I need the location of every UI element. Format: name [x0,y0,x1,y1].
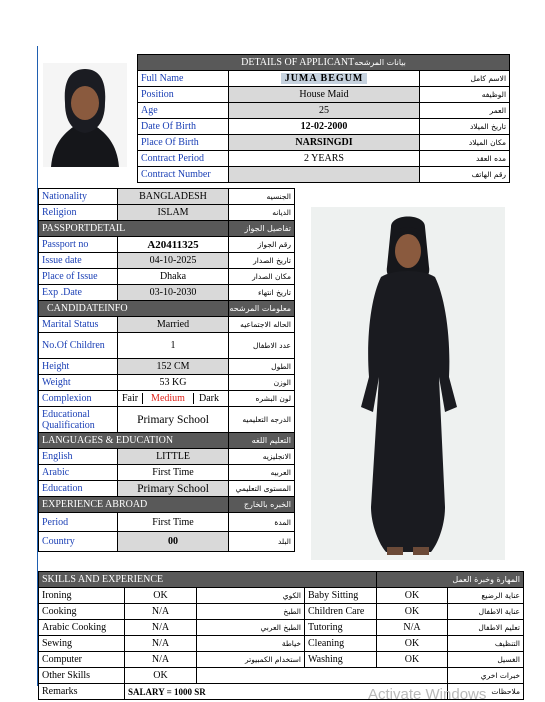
skill-label-ar: خبرات اخري [448,668,524,684]
field-label: Age [138,103,229,119]
field-label: Religion [39,205,118,221]
skill-value: N/A [125,636,197,652]
personal-info-table [38,188,295,552]
field-label: English [39,449,118,465]
age-value: 25 [229,103,420,119]
section-title-ar: التعليم اللغه [229,433,295,449]
field-label-ar: الجنسيه [229,189,295,205]
skill-value: OK [377,588,448,604]
section-title: EXPERIENCE ABROAD [39,497,229,513]
english-row [39,449,295,465]
position-value: House Maid [229,87,420,103]
skill-value: N/A [125,604,197,620]
period-value: First Time [118,513,229,532]
skill-label: Other Skills [39,668,125,684]
section-title-ar: معلومات المرشحه [229,301,295,317]
section-title-ar: تفاصيل الجواز [229,221,295,237]
section-title: SKILLS AND EXPERIENCE [39,572,377,588]
field-label: Nationality [39,189,118,205]
passport-no-value: A20411325 [118,237,229,253]
field-label: Country [39,532,118,552]
place-of-issue-value: Dhaka [118,269,229,285]
field-label: Period [39,513,118,532]
field-label: Marital Status [39,317,118,333]
skill-label-ar: عناية الاطفال [448,604,524,620]
field-label: Passport no [39,237,118,253]
skill-label-ar: الطبخ العربي [197,620,305,636]
complexion-fair: Fair [118,393,143,404]
applicant-header-title-ar: بيانات المرشحه [354,58,406,67]
period-row [39,513,295,532]
skill-value: OK [377,636,448,652]
religion-row [39,205,295,221]
section-title: LANGUAGES & EDUCATION [39,433,229,449]
birthplace-value: NARSINGDI [229,135,420,151]
section-title: CANDIDATEINFO [39,301,229,317]
skill-label: Computer [39,652,125,668]
field-label-ar: تاريخ الصدار [229,253,295,269]
skill-label: Washing [305,652,377,668]
other-skills-row [39,668,524,684]
full-name-row [138,71,510,87]
passport-section-header [39,221,295,237]
skill-value: N/A [125,652,197,668]
activate-windows-watermark: Activate Windows [368,686,487,702]
religion-value: ISLAM [118,205,229,221]
remarks-label: Remarks [39,684,125,700]
height-row [39,359,295,375]
skills-section-header [39,572,524,588]
field-label-ar: عدد الاطفال [229,333,295,359]
other-skills-value: OK [125,668,197,684]
complexion-options [118,391,229,407]
height-value: 152 CM [118,359,229,375]
skill-label: Baby Sitting [305,588,377,604]
skill-label-ar: الكوي [197,588,305,604]
skill-label: Cooking [39,604,125,620]
nationality-value: BANGLADESH [118,189,229,205]
issue-date-row [39,253,295,269]
applicant-header [138,55,510,71]
field-label-ar: مكان الميلاد [420,135,510,151]
field-label-ar: العمر [420,103,510,119]
arabic-row [39,465,295,481]
birthplace-row [138,135,510,151]
field-label-ar: لون البشره [229,391,295,407]
issue-date-value: 04-10-2025 [118,253,229,269]
weight-row [39,375,295,391]
complexion-medium-selected: Medium [143,393,194,404]
field-label: Complexion [39,391,118,407]
expiry-date-value: 03-10-2030 [118,285,229,301]
field-label-ar: تاريخ الميلاد [420,119,510,135]
skill-label-ar: استخدام الكمبيوتر [197,652,305,668]
field-label-ar: الدرجه التعليميه [229,407,295,433]
skill-row [39,588,524,604]
skill-row [39,652,524,668]
arabic-value: First Time [118,465,229,481]
education-qualification-row [39,407,295,433]
full-name-value: JUMA BEGUM [281,73,368,84]
field-label-ar: المدة [229,513,295,532]
weight-value: 53 KG [118,375,229,391]
applicant-full-body-photo [311,207,505,560]
skill-label: Cleaning [305,636,377,652]
contract-number-value [229,167,420,183]
skill-label-ar: التنظيف [448,636,524,652]
section-title-ar: الخبره بالخارج [229,497,295,513]
marital-status-row [39,317,295,333]
section-title: PASSPORTDETAIL [39,221,229,237]
nationality-row [39,189,295,205]
skill-label: Ironing [39,588,125,604]
field-label: Issue date [39,253,118,269]
field-label: Contract Number [138,167,229,183]
skill-value: N/A [377,620,448,636]
experience-section-header [39,497,295,513]
skill-value: N/A [125,620,197,636]
field-label: Arabic [39,465,118,481]
expiry-date-row [39,285,295,301]
field-label-ar: رقم الهاتف [420,167,510,183]
field-label: Date Of Birth [138,119,229,135]
field-label-ar: الوزن [229,375,295,391]
applicant-header-title: DETAILS OF APPLICANT [241,57,355,68]
contract-period-value: 2 YEARS [229,151,420,167]
full-name-value-cell [229,71,420,87]
skill-row [39,636,524,652]
field-label: Education [39,481,118,497]
field-label: Educational Qualification [39,407,118,433]
complexion-dark: Dark [199,393,219,404]
skills-table [38,571,524,700]
candidate-section-header [39,301,295,317]
field-label: Full Name [138,71,229,87]
skill-label-ar: عناية الرضيع [448,588,524,604]
applicant-details-table [137,54,510,183]
country-row [39,532,295,552]
skill-value: OK [125,588,197,604]
skill-row [39,604,524,620]
applicant-portrait-photo [43,63,127,167]
field-label-ar: تاريخ انتهاء [229,285,295,301]
education-value: Primary School [118,481,229,497]
english-value: LITTLE [118,449,229,465]
field-label: Contract Period [138,151,229,167]
skill-label-ar: خياطة [197,636,305,652]
passport-no-row [39,237,295,253]
skill-label: Tutoring [305,620,377,636]
position-row [138,87,510,103]
education-qualification-value: Primary School [118,407,229,433]
skill-label-ar: تعليم الاطفال [448,620,524,636]
field-label-ar: الاسم كامل [420,71,510,87]
place-of-issue-row [39,269,295,285]
field-label: Place Of Birth [138,135,229,151]
dob-value: 12-02-2000 [229,119,420,135]
field-label: Weight [39,375,118,391]
remarks-label-ar: ملاحظات [448,684,524,700]
skill-value: OK [377,652,448,668]
field-label: Place of Issue [39,269,118,285]
country-value: 00 [118,532,229,552]
skill-label-ar: الطبخ [197,604,305,620]
field-label: Height [39,359,118,375]
contract-period-row [138,151,510,167]
field-label-ar: المستوى التعليمي [229,481,295,497]
complexion-row [39,391,295,407]
skill-value: OK [377,604,448,620]
dob-row [138,119,510,135]
age-row [138,103,510,119]
languages-section-header [39,433,295,449]
contract-number-row [138,167,510,183]
section-title-ar: المهارة وخبرة العمل [377,572,524,588]
field-label-ar: مده العقد [420,151,510,167]
field-label-ar: البلد [229,532,295,552]
field-label-ar: الديانه [229,205,295,221]
skill-label: Children Care [305,604,377,620]
marital-status-value: Married [118,317,229,333]
field-label: Position [138,87,229,103]
field-label-ar: العربيه [229,465,295,481]
children-row [39,333,295,359]
children-value: 1 [118,333,229,359]
field-label: Exp .Date [39,285,118,301]
field-label-ar: الطول [229,359,295,375]
field-label-ar: الحاله الاجتماعيه [229,317,295,333]
skill-label-ar: الغسيل [448,652,524,668]
education-row [39,481,295,497]
skill-row [39,620,524,636]
field-label-ar: الوظيفه [420,87,510,103]
skill-label: Sewing [39,636,125,652]
field-label: No.Of Children [39,333,118,359]
field-label-ar: رقم الجواز [229,237,295,253]
blank-cell [197,668,448,684]
skill-label: Arabic Cooking [39,620,125,636]
field-label-ar: مكان الصدار [229,269,295,285]
field-label-ar: الانجليزيه [229,449,295,465]
remarks-value: SALARY = 1000 SR [125,684,448,700]
